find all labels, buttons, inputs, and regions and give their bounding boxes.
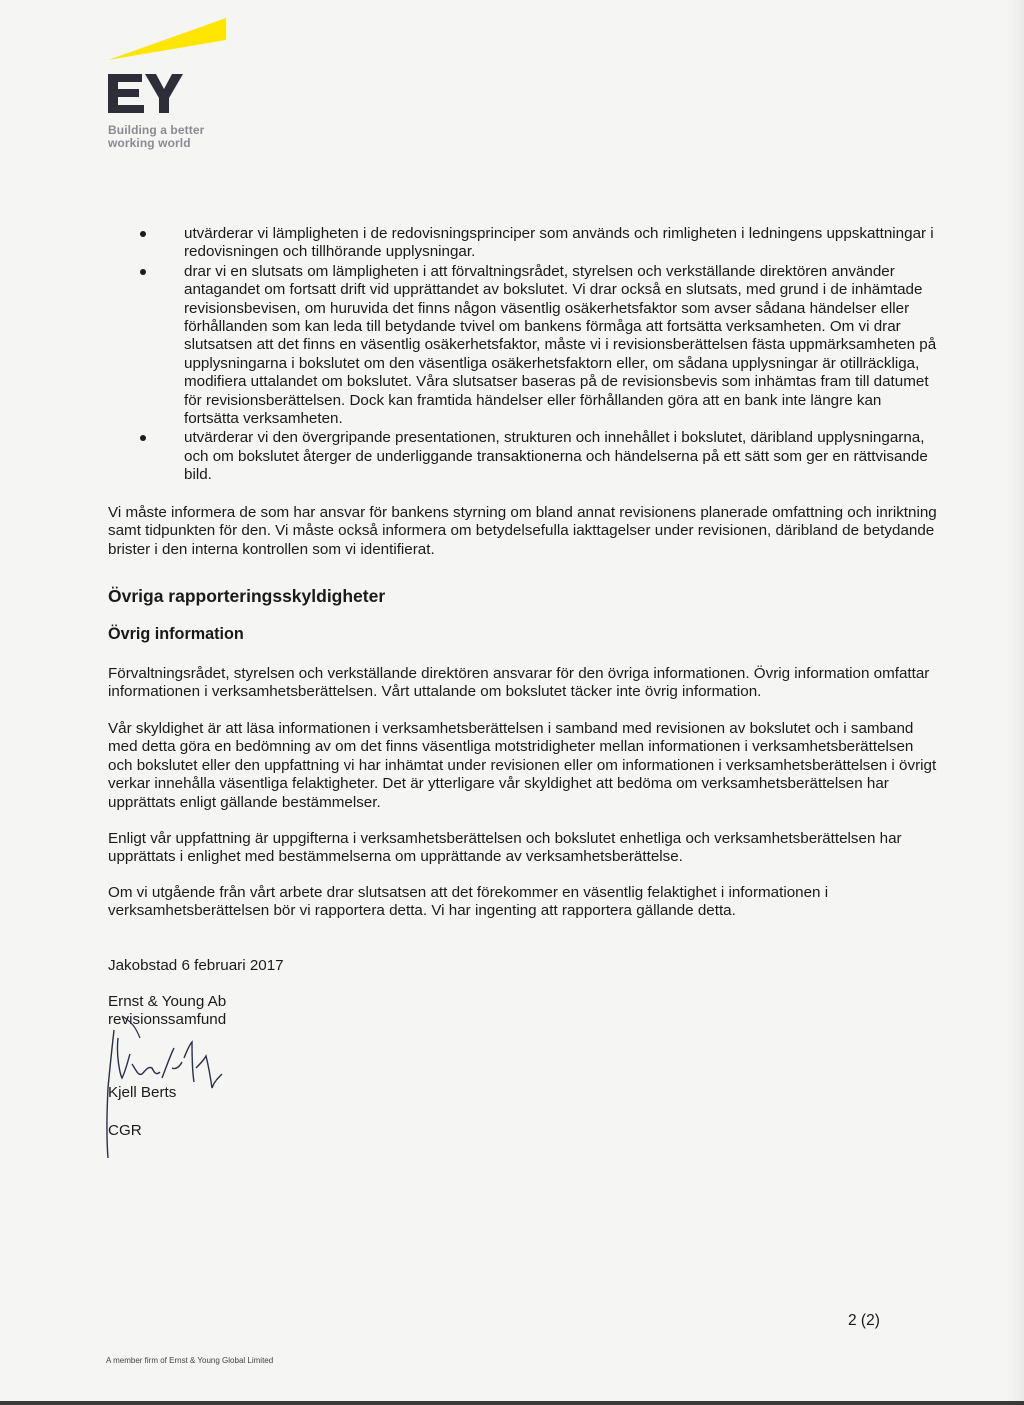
footer-text: A member firm of Ernst & Young Global Limited [106,1356,274,1365]
page-number: 2 (2) [848,1312,880,1329]
signer-title: CGR [108,1122,142,1139]
firm-type: revisionssamfund [108,1011,227,1028]
paragraph: Om vi utgående från vårt arbete drar slutsatsen att det förekommer en väsentlig felaktighet i informationen i verksamhetsberättelsen bör vi rapportera detta. Vi har ingenting att rapportera gällande detta. [108,884,829,920]
list-item [140,225,940,262]
signer-name: Kjell Berts [108,1084,177,1101]
paragraph: Vår skyldighet är att läsa informationen i verksamhetsberättelsen i samband med revisionen av bokslutet och i samband med detta göra en bedömning av om det finns väsentliga motstridigheter mellan informationen i verksamhetsberättelsen och bokslutet eller den uppfattning vi har inhämtat under revisionen eller om informationen i verksamhetsberättelsen i övrigt verkar innehålla väsentliga felaktigheter. Det är ytterligare vår skyldighet att bedöma om verksamhetsberättelsen har upprättats enligt gällande bestämmelser. [108,720,937,811]
handwritten-signature-icon [92,1008,232,1168]
page-bottom-edge [0,1401,1024,1405]
logo-tagline-line1: Building a better [108,123,205,137]
bullet-dot-icon [140,435,146,441]
ey-logo-mark-icon [108,18,248,118]
paragraph: Förvaltningsrådet, styrelsen och verkställande direktören ansvarar för den övriga informationen. Övrig information omfattar informationen i verksamhetsberättelsen. Vårt uttalande om bokslutet täcker inte övrig information. [108,665,930,701]
ey-logo [108,18,248,158]
heading-reporting: Övriga rapporteringsskyldigheter [108,586,386,606]
logo-tagline [108,124,204,150]
paragraph: Enligt vår uppfattning är uppgifterna i verksamhetsberättelsen och bokslutet enhetliga och verksamhetsberättelsen har upprättats i enlighet med bestämmelserna om upprättande av verksamhetsberättelse. [108,830,902,866]
bullet-text: utvärderar vi lämpligheten i de redovisningsprinciper som används och rimligheten i ledningens uppskattningar i redovisningen och tillhörande upplysningar. [184,225,934,261]
list-item [140,263,940,429]
logo-tagline-line2: working world [108,136,191,150]
firm-name: Ernst & Young Ab [108,993,227,1010]
place-date: Jakobstad 6 februari 2017 [108,957,284,974]
page-edge-shadow [1010,0,1024,1405]
bullet-text: utvärderar vi den övergripande presentationen, strukturen och innehållet i bokslutet, däribland upplysningarna, och om bokslutet återger de underliggande transaktionerna och händelserna på ett sätt som ger en rättvisande bild. [184,429,928,484]
bullet-dot-icon [140,269,146,275]
paragraph-inform: Vi måste informera de som har ansvar för bankens styrning om bland annat revisionens planerade omfattning och inriktning samt tidpunkten för den. Vi måste också informera om betydelsefulla iakttagelser under revisionen, däribland de betydande brister i den interna kontrollen som vi identifierat. [108,504,937,558]
bullet-text: drar vi en slutsats om lämpligheten i att förvaltningsrådet, styrelsen och verkställande direktören använder antagandet om fortsatt drift vid upprättandet av bokslutet. Vi drar också en slutsats, med grund i de inhämtade revisionsbevisen, om huruvida det finns någon väsentlig osäkerhetsfaktor som avser sådana händelser eller förhållanden som kan leda till betydande tvivel om bankens förmåga att fortsätta verksamheten. Om vi drar slutsatsen att det finns en väsentlig osäkerhetsfaktor, måste vi i revisionsberättelsen fästa uppmärksamheten på upplysningarna i bokslutet om den väsentliga osäkerhetsfaktorn eller, om sådana upplysningar är otillräckliga, modifiera uttalandet om bokslutet. Våra slutsatser baseras på de revisionsbevis som inhämtas fram till datumet för revisionsberättelsen. Dock kan framtida händelser eller förhållanden göra att en bank inte längre kan fortsätta verksamheten. [184,262,937,428]
bullet-dot-icon [140,231,146,237]
heading-other-information: Övrig information [108,625,244,643]
bullet-list [140,225,940,485]
list-item [140,429,940,484]
